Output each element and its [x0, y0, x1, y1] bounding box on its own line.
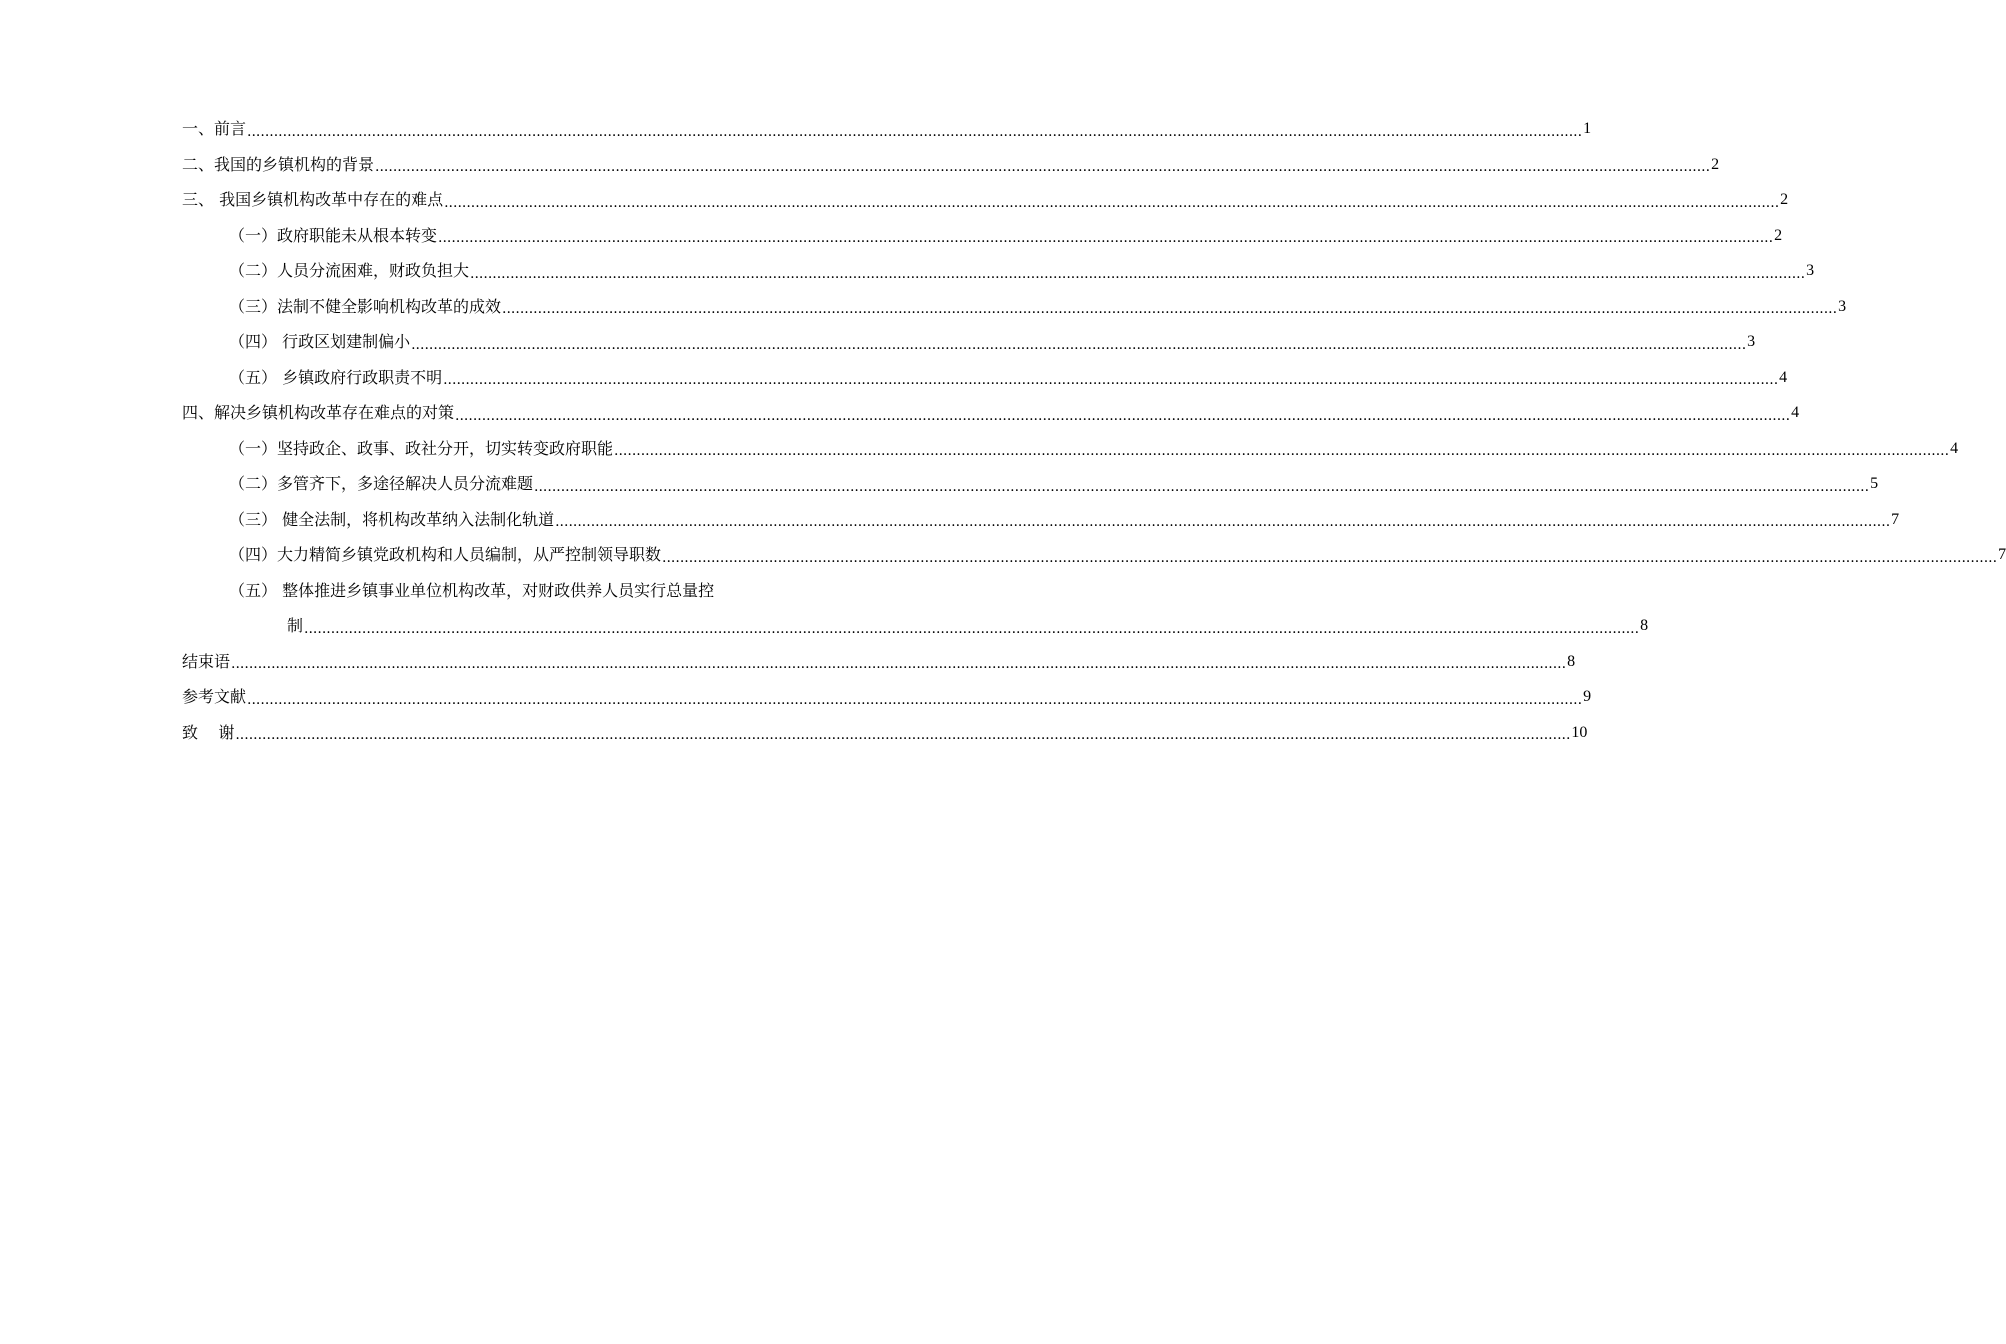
dot-leader: ............................................................................................................................................................................................................................................................................................................	[455, 407, 1791, 424]
dot-leader: ............................................................................................................................................................................................................................................................................................................	[247, 691, 1583, 708]
toc-entry-title: （四） 行政区划建制偏小	[229, 332, 411, 351]
toc-entry[interactable]	[182, 679, 1592, 715]
toc-page-number: 5	[1870, 475, 1879, 492]
toc-page-number: 2	[1774, 226, 1783, 244]
toc-entry[interactable]	[182, 111, 1592, 147]
toc-page-number: 8	[1640, 617, 1649, 634]
toc-page-number: 4	[1791, 404, 1800, 421]
toc-entry[interactable]	[182, 182, 1789, 218]
toc-page-number: 7	[1891, 510, 1900, 528]
dot-leader: ............................................................................................................................................................................................................................................................................................................	[375, 159, 1711, 175]
dot-leader: ............................................................................................................................................................................................................................................................................................................	[614, 443, 1950, 459]
toc-page-number: 3	[1838, 297, 1847, 315]
toc-entry[interactable]	[182, 147, 1720, 183]
toc-entry[interactable]	[182, 360, 1788, 396]
toc-entry[interactable]	[182, 431, 1959, 467]
toc-entry[interactable]	[182, 466, 1879, 502]
toc-entry-title: 三、 我国乡镇机构改革中存在的难点	[182, 190, 444, 209]
toc-entry-title: 制	[287, 616, 304, 635]
dot-leader: ............................................................................................................................................................................................................................................................................................................	[662, 549, 1998, 566]
toc-entry-title: （三）法制不健全影响机构改革的成效	[229, 296, 502, 316]
toc-entry-title: 参考文献	[182, 687, 247, 706]
toc-entry[interactable]	[182, 253, 1815, 289]
toc-entry[interactable]	[182, 324, 1756, 360]
toc-page-number: 2	[1711, 155, 1720, 173]
dot-leader: ............................................................................................................................................................................................................................................................................................................	[247, 123, 1583, 140]
toc-page-number: 10	[1571, 723, 1588, 741]
toc-page-number: 4	[1779, 368, 1788, 386]
dot-leader: ............................................................................................................................................................................................................................................................................................................	[235, 727, 1571, 743]
dot-leader: ............................................................................................................................................................................................................................................................................................................	[502, 301, 1838, 317]
toc-page-number: 3	[1806, 262, 1815, 279]
dot-leader: ............................................................................................................................................................................................................................................................................................................	[555, 514, 1891, 530]
toc-entry[interactable]	[182, 502, 1900, 538]
toc-entry-title: 二、我国的乡镇机构的背景	[182, 154, 375, 174]
dot-leader: ............................................................................................................................................................................................................................................................................................................	[443, 372, 1779, 388]
toc-entry[interactable]	[182, 218, 1783, 254]
dot-leader: ............................................................................................................................................................................................................................................................................................................	[444, 194, 1780, 211]
toc-entry[interactable]	[182, 395, 1800, 431]
dot-leader: ............................................................................................................................................................................................................................................................................................................	[304, 620, 1640, 637]
toc-entry-title: 四、解决乡镇机构改革存在难点的对策	[182, 403, 455, 422]
toc-entry-title: （三） 健全法制，将机构改革纳入法制化轨道	[229, 509, 555, 529]
toc-entry[interactable]	[182, 644, 1576, 680]
toc-entry-continuation[interactable]	[182, 608, 1649, 644]
toc-entry-title: （一）政府职能未从根本转变	[229, 225, 438, 245]
toc-entry[interactable]	[182, 289, 1847, 325]
toc-entry-title: （五） 整体推进乡镇事业单位机构改革，对财政供养人员实行总量控	[229, 580, 715, 600]
toc-entry-title: （二）多管齐下，多途径解决人员分流难题	[229, 474, 534, 493]
toc-page-number: 1	[1583, 120, 1592, 137]
toc-entry[interactable]	[182, 537, 2006, 573]
toc-entry-title: （二）人员分流困难，财政负担大	[229, 261, 470, 280]
dot-leader: ............................................................................................................................................................................................................................................................................................................	[534, 478, 1870, 495]
toc-entry-title: 一、前言	[182, 119, 247, 138]
dot-leader: ............................................................................................................................................................................................................................................................................................................	[411, 336, 1747, 353]
toc-page-number: 2	[1780, 191, 1789, 208]
toc-page-number: 8	[1567, 652, 1576, 670]
dot-leader: ............................................................................................................................................................................................................................................................................................................	[231, 656, 1567, 672]
toc-entry[interactable]	[182, 715, 1588, 751]
toc-page-number: 4	[1950, 439, 1959, 457]
toc-entry[interactable]	[182, 573, 806, 609]
toc-entry-title: 致 谢	[182, 722, 235, 742]
toc-entry-title: 结束语	[182, 651, 231, 671]
toc-entry-title: （五） 乡镇政府行政职责不明	[229, 367, 443, 387]
toc-page-number: 7	[1998, 546, 2006, 563]
toc-page-number: 9	[1583, 688, 1592, 705]
table-of-contents	[182, 111, 2006, 750]
toc-entry-title: （一）坚持政企、政事、政社分开，切实转变政府职能	[229, 438, 614, 458]
toc-entry-title: （四）大力精简乡镇党政机构和人员编制，从严控制领导职数	[229, 545, 662, 564]
toc-page-number: 3	[1747, 333, 1756, 350]
dot-leader: ............................................................................................................................................................................................................................................................................................................	[470, 265, 1806, 282]
dot-leader: ............................................................................................................................................................................................................................................................................................................	[438, 230, 1774, 246]
